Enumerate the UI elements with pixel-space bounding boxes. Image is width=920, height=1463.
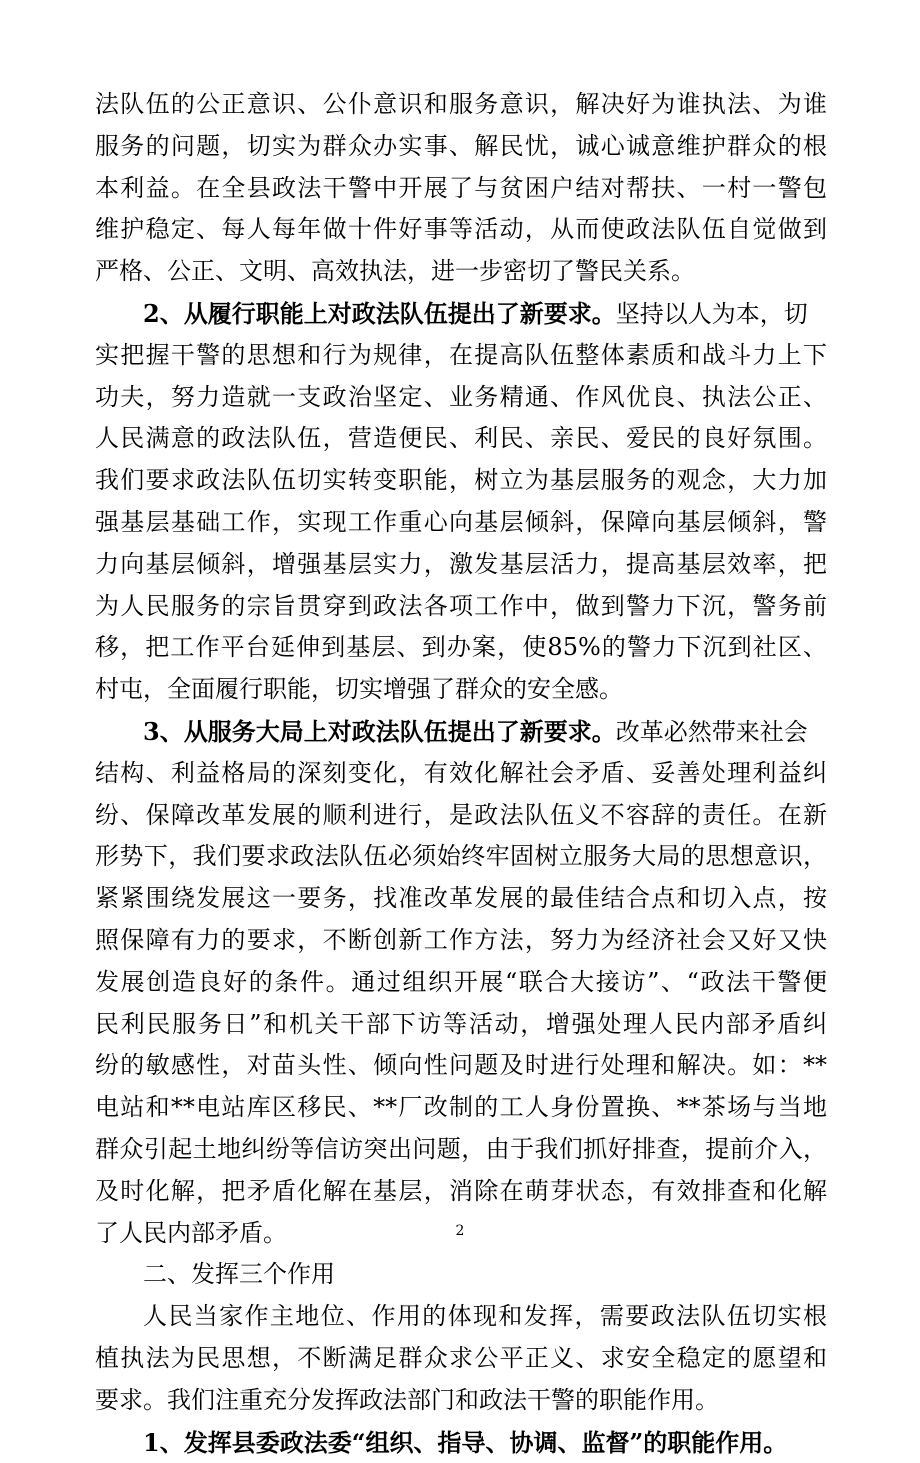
text-line: 严格、公正、文明、高效执法，进一步密切了警民关系。	[95, 251, 827, 293]
paragraph	[95, 1296, 827, 1421]
document-body	[95, 84, 827, 1463]
text-line: 我们要求政法队伍切实转变职能，树立为基层服务的观念，大力加	[95, 460, 827, 502]
text-line: 法队伍的公正意识、公仆意识和服务意识，解决好为谁执法、为谁	[95, 84, 827, 126]
text-line: 紧紧围绕发展这一要务，找准改革发展的最佳结合点和切入点，按	[95, 878, 827, 920]
text-line: 实把握干警的思想和行为规律，在提高队伍整体素质和战斗力上下	[95, 335, 827, 377]
text-line: 要求。我们注重充分发挥政法部门和政法干警的职能作用。	[95, 1380, 827, 1422]
text-line: 及时化解，把矛盾化解在基层，消除在萌芽状态，有效排查和化解	[95, 1171, 827, 1213]
text-line: 形势下，我们要求政法队伍必须始终牢固树立服务大局的思想意识，	[95, 836, 827, 878]
text-line: 纷、保障改革发展的顺利进行，是政法队伍义不容辞的责任。在新	[95, 795, 827, 837]
text-line: 村屯，全面履行职能，切实增强了群众的安全感。	[95, 669, 827, 711]
section-heading: 二、发挥三个作用	[95, 1254, 827, 1296]
text-line: 维护稳定、每人每年做十件好事等活动，从而使政法队伍自觉做到	[95, 209, 827, 251]
text-line: 服务的问题，切实为群众办实事、解民忧，诚心诚意维护群众的根	[95, 126, 827, 168]
text-line: 本利益。在全县政法干警中开展了与贫困户结对帮扶、一村一警包	[95, 168, 827, 210]
paragraph-heading: 2、从履行职能上对政法队伍提出了新要求。	[143, 299, 616, 328]
page-number: 2	[0, 1222, 920, 1240]
paragraph	[95, 84, 827, 293]
text-line: 植执法为民思想，不断满足群众求公平正义、求安全稳定的愿望和	[95, 1338, 827, 1380]
text-line: 发展创造良好的条件。通过组织开展“联合大接访”、“政法干警便	[95, 962, 827, 1004]
text-line: 功夫，努力造就一支政治坚定、业务精通、作风优良、执法公正、	[95, 377, 827, 419]
text-run: 改革必然带来社会	[616, 718, 808, 746]
text-line: 了人民内部矛盾。	[95, 1213, 827, 1255]
text-line: 照保障有力的要求，不断创新工作方法，努力为经济社会又好又快	[95, 920, 827, 962]
paragraph	[95, 293, 827, 711]
paragraph-heading: 1、发挥县委政法委“组织、指导、协调、监督”的职能作用。	[95, 1422, 827, 1463]
text-line	[95, 711, 827, 753]
text-line: 结构、利益格局的深刻变化，有效化解社会矛盾、妥善处理利益纠	[95, 753, 827, 795]
text-line: 力向基层倾斜，增强基层实力，激发基层活力，提高基层效率，把	[95, 544, 827, 586]
text-line: 为人民服务的宗旨贯穿到政法各项工作中，做到警力下沉，警务前	[95, 586, 827, 628]
paragraph	[95, 711, 827, 1254]
text-line	[95, 293, 827, 335]
text-line: 移，把工作平台延伸到基层、到办案，使85%的警力下沉到社区、	[95, 627, 827, 669]
text-line: 民利民服务日”和机关干部下访等活动，增强处理人民内部矛盾纠	[95, 1004, 827, 1046]
paragraph-heading: 3、从服务大局上对政法队伍提出了新要求。	[143, 717, 616, 746]
text-line: 纷的敏感性，对苗头性、倾向性问题及时进行处理和解决。如：**	[95, 1045, 827, 1087]
text-line: 群众引起土地纠纷等信访突出问题，由于我们抓好排查，提前介入，	[95, 1129, 827, 1171]
text-line: 强基层基础工作，实现工作重心向基层倾斜，保障向基层倾斜，警	[95, 502, 827, 544]
text-line: 人民满意的政法队伍，营造便民、利民、亲民、爱民的良好氛围。	[95, 418, 827, 460]
text-line: 人民当家作主地位、作用的体现和发挥，需要政法队伍切实根	[95, 1296, 827, 1338]
text-line: 电站和**电站库区移民、**厂改制的工人身份置换、**茶场与当地	[95, 1087, 827, 1129]
text-run: 坚持以人为本，切	[616, 300, 808, 328]
